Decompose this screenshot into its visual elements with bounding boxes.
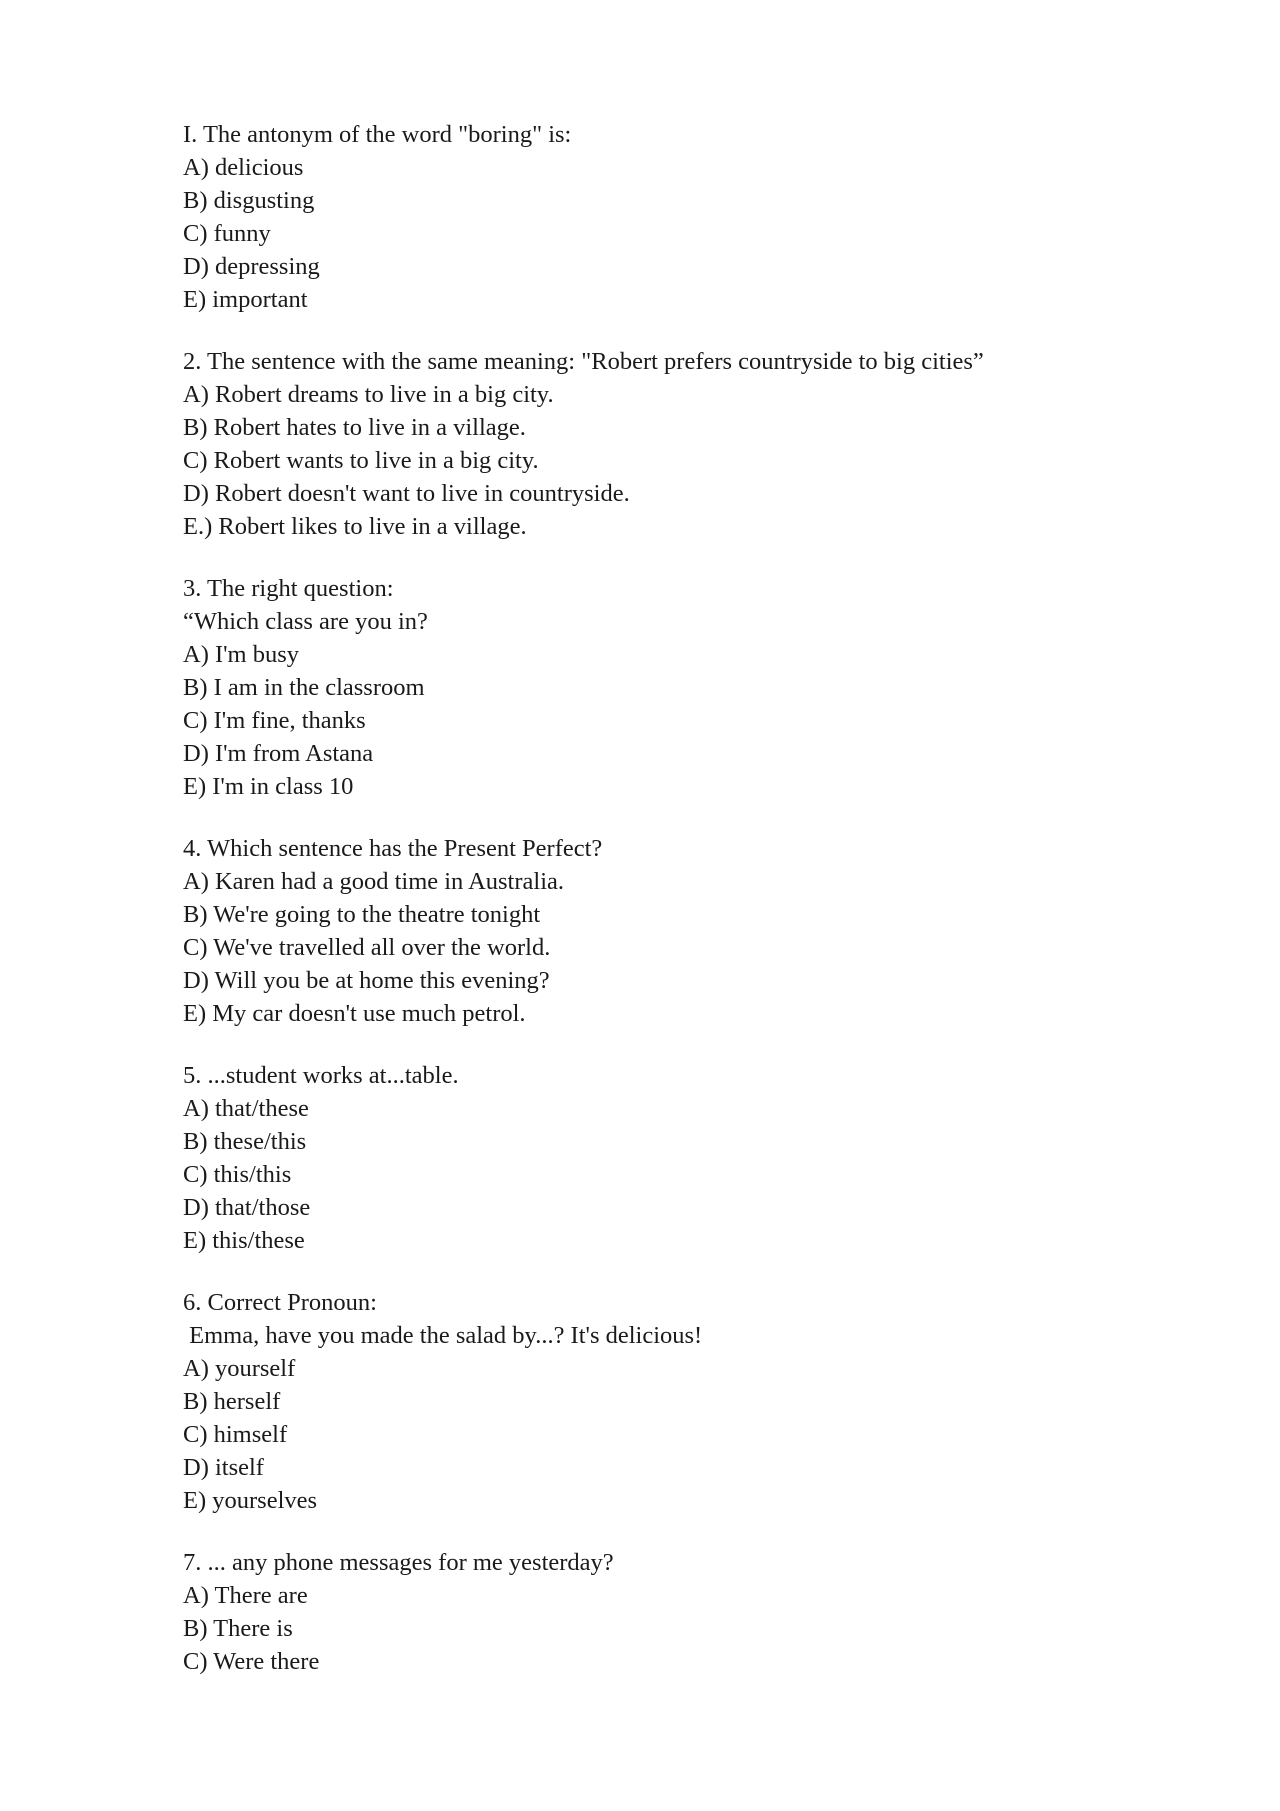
question-2	[183, 345, 1103, 543]
question-3	[183, 572, 1103, 803]
answer-option-e: E) I'm in class 10	[183, 773, 354, 800]
answer-option-e: E) yourselves	[183, 1487, 318, 1514]
answer-option-e: E) important	[183, 286, 308, 313]
answer-option-d: D) depressing	[183, 253, 320, 280]
answer-option-d: D) that/those	[183, 1194, 311, 1221]
answer-option-d: D) I'm from Astana	[183, 740, 374, 767]
answer-option-b: B) these/this	[183, 1128, 307, 1155]
answer-option-a: A) Robert dreams to live in a big city.	[183, 381, 554, 408]
question-6	[183, 1286, 1103, 1517]
answer-option-a: A) that/these	[183, 1095, 309, 1122]
answer-option-c: C) Were there	[183, 1648, 320, 1675]
answer-option-d: D) Robert doesn't want to live in countryside.	[183, 480, 630, 507]
answer-option-b: B) We're going to the theatre tonight	[183, 901, 541, 928]
question-stem: 5. ...student works at...table.	[183, 1062, 459, 1089]
answer-option-a: A) delicious	[183, 154, 304, 181]
answer-option-b: B) I am in the classroom	[183, 674, 425, 701]
answer-option-d: D) Will you be at home this evening?	[183, 967, 550, 994]
quiz-document	[183, 118, 1103, 1707]
question-stem: 7. ... any phone messages for me yesterday?	[183, 1549, 614, 1576]
question-prompt: “Which class are you in?	[183, 608, 428, 635]
answer-option-a: A) There are	[183, 1582, 308, 1609]
answer-option-b: B) disgusting	[183, 187, 315, 214]
question-prompt: Emma, have you made the salad by...? It's delicious!	[183, 1322, 703, 1349]
question-4	[183, 832, 1103, 1030]
answer-option-a: A) I'm busy	[183, 641, 300, 668]
answer-option-c: C) himself	[183, 1421, 288, 1448]
answer-option-c: C) I'm fine, thanks	[183, 707, 366, 734]
answer-option-a: A) yourself	[183, 1355, 296, 1382]
answer-option-b: B) There is	[183, 1615, 293, 1642]
question-1	[183, 118, 1103, 316]
answer-option-e: E) this/these	[183, 1227, 305, 1254]
answer-option-d: D) itself	[183, 1454, 264, 1481]
question-stem: 2. The sentence with the same meaning: "Robert prefers countryside to big cities”	[183, 348, 984, 375]
answer-option-c: C) We've travelled all over the world.	[183, 934, 551, 961]
question-5	[183, 1059, 1103, 1257]
question-stem: 4. Which sentence has the Present Perfect?	[183, 835, 603, 862]
answer-option-c: C) funny	[183, 220, 271, 247]
answer-option-a: A) Karen had a good time in Australia.	[183, 868, 565, 895]
answer-option-b: B) Robert hates to live in a village.	[183, 414, 526, 441]
question-7	[183, 1546, 1103, 1678]
answer-option-c: C) Robert wants to live in a big city.	[183, 447, 539, 474]
answer-option-e: E.) Robert likes to live in a village.	[183, 513, 527, 540]
question-stem: 6. Correct Pronoun:	[183, 1289, 377, 1316]
answer-option-b: B) herself	[183, 1388, 281, 1415]
answer-option-c: C) this/this	[183, 1161, 292, 1188]
answer-option-e: E) My car doesn't use much petrol.	[183, 1000, 526, 1027]
question-stem: 3. The right question:	[183, 575, 394, 602]
question-stem: I. The antonym of the word "boring" is:	[183, 121, 572, 148]
